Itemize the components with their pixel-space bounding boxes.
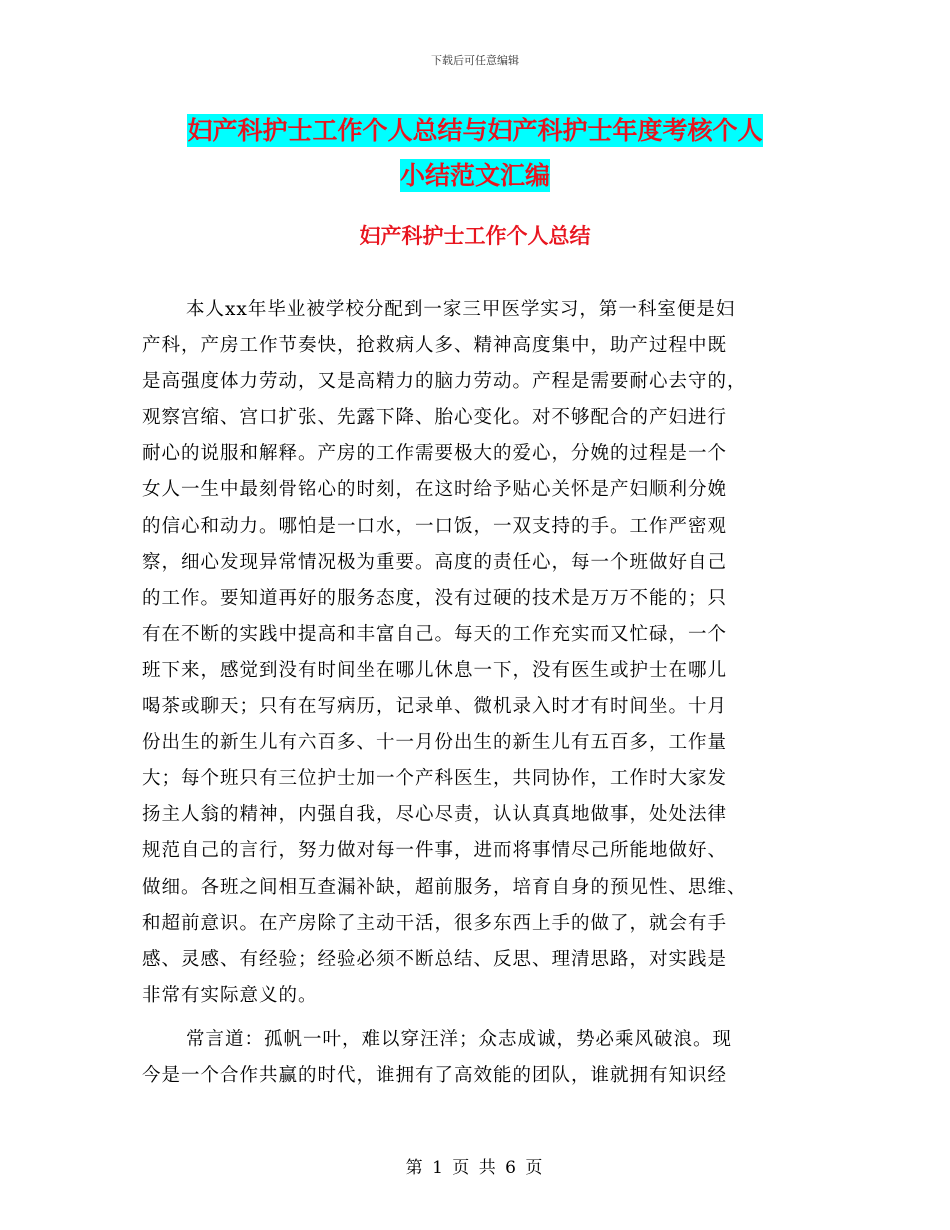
page-number: 第 1 页 共 6 页: [405, 1158, 545, 1178]
paragraph-line: 耐心的说服和解释。产房的工作需要极大的爱心，分娩的过程是一个: [142, 443, 728, 465]
paragraph-line: 的工作。要知道再好的服务态度，没有过硬的技术是万万不能的；只: [142, 587, 728, 609]
paragraph-line: 规范自己的言行，努力做对每一件事，进而将事情尽己所能地做好、: [142, 840, 728, 862]
paragraph-line: 的信心和动力。哪怕是一口水，一口饭，一双支持的手。工作严密观: [142, 515, 728, 537]
paragraph-line: 观察宫缩、宫口扩张、先露下降、胎心变化。对不够配合的产妇进行: [142, 407, 728, 429]
paragraph-line: 非常有实际意义的。: [142, 984, 318, 1006]
document-title: [120, 108, 830, 198]
paragraph-line: 是高强度体力劳动，又是高精力的脑力劳动。产程是需要耐心去守的，: [142, 371, 747, 393]
page-header-note: 下载后可任意编辑: [431, 54, 519, 67]
document-title-line-2: 小结范文汇编: [399, 161, 550, 190]
paragraph-line: 和超前意识。在产房除了主动干活，很多东西上手的做了，就会有手: [142, 912, 728, 934]
paragraph-line: 班下来，感觉到没有时间坐在哪儿休息一下，没有医生或护士在哪儿: [142, 659, 728, 681]
paragraph-line: 有在不断的实践中提高和丰富自己。每天的工作充实而又忙碌，一个: [142, 623, 728, 645]
paragraph-line: 本人xx年毕业被学校分配到一家三甲医学实习，第一科室便是妇: [186, 299, 736, 320]
paragraph-line: 做细。各班之间相互查漏补缺，超前服务，培育自身的预见性、思维、: [142, 876, 747, 898]
paragraph-line: 喝茶或聊天；只有在写病历，记录单、微机录入时才有时间坐。十月: [142, 696, 728, 718]
paragraph-line: 份出生的新生儿有六百多、十一月份出生的新生儿有五百多，工作量: [142, 732, 728, 754]
paragraph-line: 女人一生中最刻骨铭心的时刻，在这时给予贴心关怀是产妇顺利分娩: [142, 479, 728, 501]
paragraph-line: 产科，产房工作节奏快，抢救病人多、精神高度集中，助产过程中既: [142, 335, 728, 357]
paragraph-line: 常言道：孤帆一叶，难以穿汪洋；众志成诚，势必乘风破浪。现: [186, 1028, 733, 1050]
paragraph-line: 感、灵感、有经验；经验必须不断总结、反思、理清思路，对实践是: [142, 948, 728, 970]
paragraph-line: 察，细心发现异常情况极为重要。高度的责任心，每一个班做好自己: [142, 551, 728, 573]
paragraph-line: 扬主人翁的精神，内强自我，尽心尽责，认认真真地做事，处处法律: [142, 804, 728, 826]
body-text: [142, 292, 802, 1094]
paragraph-line: 大；每个班只有三位护士加一个产科医生，共同协作，工作时大家发: [142, 768, 728, 790]
section-title: 妇产科护士工作个人总结: [359, 224, 591, 248]
paragraph-line: 今是一个合作共赢的时代，谁拥有了高效能的团队，谁就拥有知识经: [142, 1064, 728, 1086]
document-title-line-1: 妇产科护士工作个人总结与妇产科护士年度考核个人: [187, 116, 763, 145]
